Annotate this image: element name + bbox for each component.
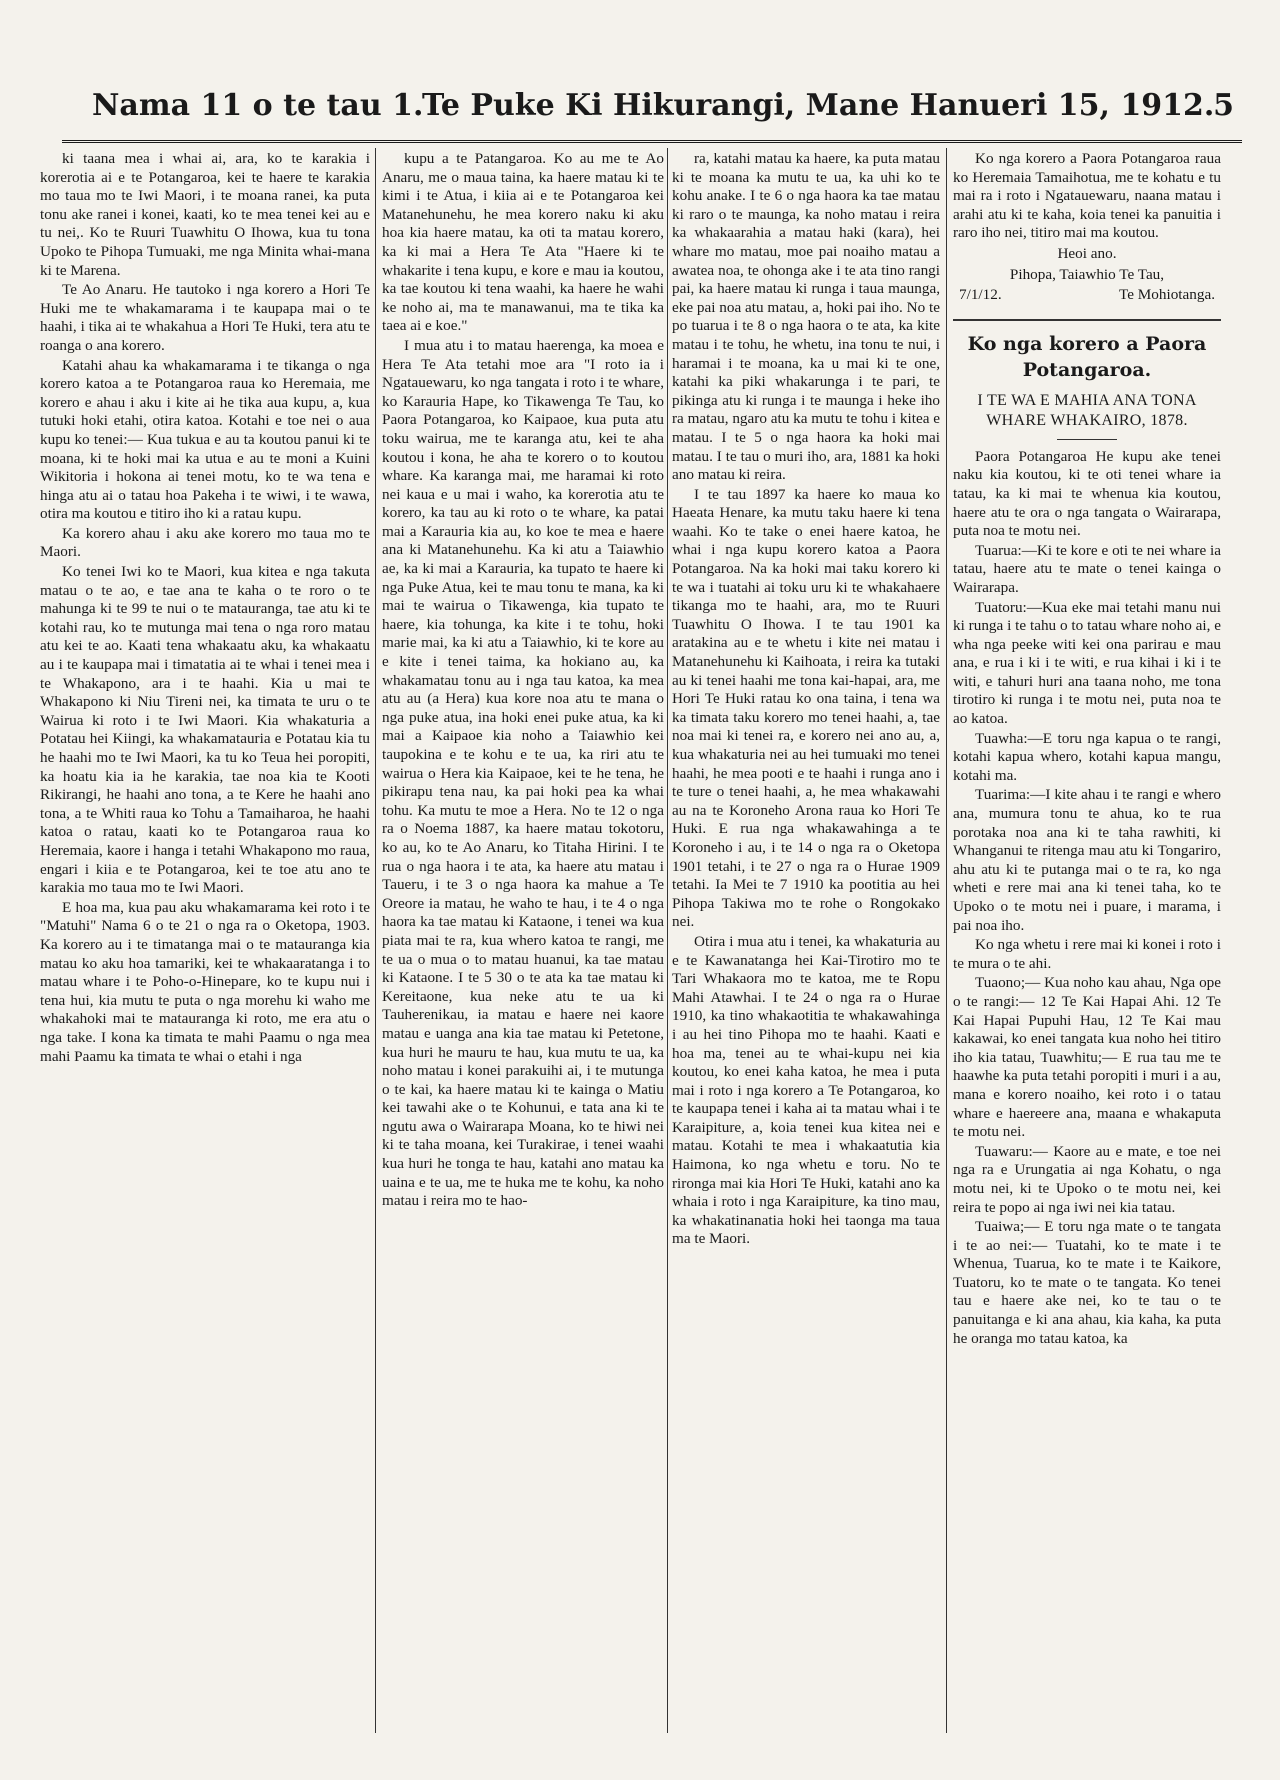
paragraph: I mua atu i to matau haerenga, ka moea e Hera Te Ata tetahi moe ara "I roto ia i Ngatauewaru, ko nga tangata i roto i te whare, ko Karauria Hape, ko Tikawenga Te Tau, ko Paora Potangaroa, ko Kaipaoe, kua puta atu toku wairua, me te karanga atu, kei te aha koutou i kona, he aha te korero o to koutou whare. Ka karanga mai, me haramai ki roto nei kaua e u mai i waho, ka korerotia atu te korero, ka tau au ki roto o te whare, ka patai mai a Karauria kia au, ko koe te mea e haere ana ki Matanehunehu. Ka ki atu a Taiawhio ae, ka ki mai a Karauria, ka tupato te haere ki nga Puke Atua, kei te mau tonu te mana, ka ki mai te wairua o Tikawenga, kia tupato te haere, kia tohunga, ka kite i te tohu, hoki marie mai, ka ki atu a Taiawhio, ki te kore au e kite i tenei taima, ka hokiano au, ka whakamatau tonu au i nga tau katoa, ka mea atu au (a Hera) kua kore noa atu te mana o nga puke atua, ina hoki enei puke atua, ka ki mai a Kaipaoe kia noho a Taiawhio kei taupokina e te kohu e te ua, ka riri atu te wairua o Hera kia Kaipaoe, kei te he tena, he pikirapu tena nau, ka pai hoki pea ka whai tohu. Ka mutu te moe a Hera. No te 12 o nga ra o Noema 1887, ka haere matau tokotoru, ko au, ko te Ao Anaru, ko Titaha Hirini. I te rua o nga haora i te ata, ka haere atu matau i Taueru, i te 3 o nga haora ka mahue a Te Oreore ia matau, he waho te hau, i te 4 o nga haora ka tae matau ki Kataone, i tenei wa kua piata mai te ra, kua whero katoa te rangi, me te ua o mua o to matau huanui, ka tae matau ki Kataone. I te 5 30 o te ata ka tae matau ki Kereitaone, kua neke atu te ua ki Tauherenikau, ia matau e haere nei kaore matau e uanga ana kia tae matau ki Petetone, kua huri he mauru te hau, kua mutu te ua, ka noho matau i konei parakuihi ai, i te mutunga o te kai, ka haere matau ki te kainga o Matiu kei tawahi ake o te Kohunui, e tata ana ki te ngutu awa o Wairarapa Moana, ko te hiwi nei ki te taha moana, kei Turakirae, i tenei waahi kua huri he tonga te hau, katahi ano matau ka uaina e te ua, me te huka me te kohu, ka noho matau i reira mo te hao- bbox=[382, 336, 664, 1210]
paragraph: ra, katahi matau ka haere, ka puta matau ki te moana ka mutu te ua, ka uhi ko te kohu anake. I te 6 o nga haora ka tae matau ki raro o te maunga, ka noho matau i reira ka whakaarahia a matau haki (kara), hei whare mo matau, moe pai noaiho matau a awatea noa, te ohonga ake i te ata tino rangi pai, ka haere matau ki runga i taua maunga, eke pai noa atu matau, a, hoki pai iho. No te po tuarua i te 8 o nga haora o te ata, ka kite matau i te tohu, he whetu, ina tonu te nui, i haramai i te moana, ka u mai ki te one, katahi ka piki whakarunga i te pari, te pikinga atu ki runga i te maunga i heke iho ra matau, ngaro atu ka mutu te tohu i kitea e matau. I te 5 o nga haora ka hoki mai matau. I te tau o muri iho, ara, 1881 ka hoki ano matau ki reira. bbox=[672, 150, 940, 484]
paragraph: I te tau 1897 ka haere ko maua ko Haeata Henare, ka mutu taku haere ki tena waahi. Ko te take o enei haere katoa, he whai i nga kupu korero katoa a Paora Potangaroa. Na ka hoki mai taku korero ki te wa i tuatahi ai toku uru ki te whakahaere tikanga mo te haahi, ara, mo te Ruuri Tuawhitu O Ihowa. I te tau 1901 ka aratakina au e te whetu i kite nei matau i Matanehunehu ki Kaihoata, i reira ka tutaki au ki tenei haahi me tona kai-hapai, ara, me Hori Te Huki ratau ko ona taina, i tena wa ka timata taku korero mo tenei haahi, a, tae noa mai ki tenei ra, e korero nei ano au, a, kua whakaturia nei au hei tumuaki mo tenei haahi, he mea pooti e te haahi i runga ano i te ture o tenei haahi, a, he mea whakawahi au na te Koroneho Arona raua ko Hori Te Huki. E rua nga whakawahinga a te Koroneho i au, i te 14 o nga ra o Oketopa 1901 tetahi, i te 27 o nga ra o Hurae 1909 tetahi. Ia Mei te 7 1910 ka pootitia au hei Pihopa Takiwa mo te rohe o Rongokako nei. bbox=[672, 485, 940, 931]
paragraph: Tuatoru:—Kua eke mai tetahi manu nui ki runga i te tahu o to tatau whare noho ai, e wha nga peeke witi kei ona parirau e mau ana, e rua i ki i te witi, e rua kihai i ki i te witi, e tahuri huri ana taana noho, me tona tirotiro ki runga i te motu nei, puta noa te ao katoa. bbox=[953, 598, 1221, 728]
page-number: 5 bbox=[1213, 88, 1234, 123]
masthead bbox=[62, 82, 1242, 143]
intro-paragraph: Ko nga korero a Paora Potangaroa raua ko Heremaia Tamaihotua, me te kohatu e tu mai ra i roto i Ngatauewaru, naana matau i arahi atu ki te kaha, koia tenei ka panuitia i raro iho nei, titiro mai ma koutou. bbox=[953, 150, 1221, 242]
issue-number: Nama 11 o te tau 1. bbox=[92, 88, 424, 123]
paper-title-date: Te Puke Ki Hikurangi, Mane Hanueri 15, 1912. bbox=[422, 88, 1215, 123]
paragraph: kupu a te Patangaroa. Ko au me te Ao Anaru, me o maua taina, ka haere matau ki te kimi i te Atua, i kiia ai e te Potangaroa kei Matanehunehu, he mea korero naku ki aku hoa kia haere matau, ka oti ta matau korero, ka ki mai a Hera Te Ata "Haere ki te whakarite i tena kupu, e kore e mau ia koutou, ka tae koutou ki tena waahi, ka haere he wahi ke noho ai, ma te manawanui, ma te tika ka taea ai e koe." bbox=[382, 150, 664, 335]
paragraph: Tuaiwa;— E toru nga mate o te tangata i te ao nei:— Tuatahi, ko te mate i te Whenua, Tuarua, ko te mate i te Kaikore, Tuatoru, ko te mate o te tangata. Ko tenei tau e haere ake nei, ko te tau o te panuitanga e ki ana ahau, kia kaha, ka puta he oranga mo tatau katoa, ka bbox=[953, 1218, 1221, 1347]
heading-divider bbox=[1057, 439, 1117, 440]
paragraph: Te Ao Anaru. He tautoko i nga korero a Hori Te Huki me te whakamarama i te kaupapa mai o te haahi, i tika ai te whakahua a Hori Te Huki, tera atu te roanga o ana korero. bbox=[40, 281, 370, 354]
paragraph: Tuarima:—I kite ahau i te rangi e whero ana, mumura tonu te ahua, ko te rua porotaka noa ana ki te taha rawhiti, ki Whanganui te ritenga mau atu ki Tongariro, ahu atu ki te putanga mai o te ra, ko nga wheti e rere mai ana ki tenei taha, ko te Upoko o te motu nei i puare, i marama, i pai noa iho. bbox=[953, 786, 1221, 934]
paragraph: Ko nga whetu i rere mai ki konei i roto i te mura o te ahi. bbox=[953, 936, 1221, 972]
column-4 bbox=[953, 150, 1221, 1740]
paragraph: E hoa ma, kua pau aku whakamarama kei roto i te "Matuhi" Nama 6 o te 21 o nga ra o Oketopa, 1903. Ka korero au i te timatanga mai o te matauranga kia matau ko aku hoa tamariki, kei te whakaaratanga i to matau whare i te Poho-o-Hinepare, ko te kupu nui i tena hui, kia mutu te puta o nga morehu ki waho me whakahoki mai te matauranga ki roto, me era atu o nga take. I kona ka timata te mahi Paamu o nga mea mahi Paamu ka timata te whai o etahi i nga bbox=[40, 898, 370, 1065]
signoff-place: Te Mohiotanga. bbox=[1119, 286, 1215, 304]
paragraph: Tuarua:—Ki te kore e oti te nei whare ia tatau, haere atu te mate o tenei kainga o Wairarapa. bbox=[953, 541, 1221, 596]
column-3 bbox=[672, 150, 940, 1740]
signoff-footer bbox=[953, 286, 1221, 305]
column-divider bbox=[946, 148, 947, 1733]
paragraph: Paora Potangaroa He kupu ake tenei naku kia koutou, ki te oti tenei whare ia tatau, ka ki mai te whenua kia koutou, haere atu te ora o nga tangata o Wairarapa, puta noa te motu nei. bbox=[953, 447, 1221, 540]
column-divider bbox=[667, 148, 668, 1733]
paragraph: Katahi ahau ka whakamarama i te tikanga o nga korero katoa a te Potangaroa raua ko Heremaia, me korero e ahau i aku i kite ai he tika aua kupu, a, kua tutuki hoki etahi, otira katoa. Kotahi e toe nei o aua kupu ko tenei:— Kua tukua e au ta koutou panui ki te moana, ki te hoki mai ka utua e au te moni a Kuini Wikitoria i hokona ai tenei motu, ko te wa tena e hinga atu ai o tatau hoa Pakeha i te wiwi, i te wawa, otira ma koutou e titiro iho ki a ratau kupu. bbox=[40, 356, 370, 523]
paragraph: Ka korero ahau i aku ake korero mo taua mo te Maori. bbox=[40, 524, 370, 561]
article-heading: Ko nga korero a Paora Potangaroa. bbox=[953, 319, 1221, 383]
paragraph: Otira i mua atu i tenei, ka whakaturia au e te Kawanatanga hei Kai-Tirotiro mo te Tari Whakaora mo te katoa, me te Ropu Mahi Atawhai. I te 24 o nga ra o Hurae 1910, ka tino whakaotitia te whakawahinga i au hei tino Pihopa mo te haahi. Kaati e hoa ma, tenei au te whai-kupu nei kia koutou, ko enei kaha katoa, he mea i puta mai i roto i nga korero a Te Potangaroa, ko te kaupapa tenei i kaha ai ta matau whai i te Karaipiture, a, koia tenei kua kitea nei e matau. Kotahi te mea i whakaatutia kia Haimona, ko nga whetu e toru. No te rironga mai kia Hori Te Huki, katahi ano ka whaia i roto i nga Karaipiture, ka tino mau, ka whakatinanatia hoki hei taonga ma taua ma te Maori. bbox=[672, 932, 940, 1248]
column-1 bbox=[40, 150, 370, 1740]
signoff-closing: Heoi ano. bbox=[1057, 244, 1117, 262]
paragraph: Ko tenei Iwi ko te Maori, kua kitea e nga takuta matau o te ao, e tae ana te kaha o te roro o te mahunga ki te 99 te nui o te matauranga, tae atu ki te kotahi rau, ko te mutunga mai tena o nga roro matau atu kei te ao. Kaati tena whakaatu aku, ka whakaatu au i te kaupapa mai i timatatia ai te whai i tenei mea i te Whakapono, ara i te haahi. Kia u mai te Whakapono ki Niu Tireni nei, ka timata te uru o te Wairua ki roto i te Iwi Maori. Kia whakaturia a Potatau hei Kiingi, ka whakamatauria e Potatau kia tu he haahi mo te Iwi Maori, ka tu ko Teua hei poropiti, ka hoatu kia ia he karakia, tae noa kia te Kooti Rikirangi, he haahi ano tona, a te Kere he haahi ano tona, a te Whiti raua ko Tohu a Tamaiharoa, he haahi katoa o ratau, kaati ko te Potangaroa raua ko Heremaia, kaore i hanga i tetahi Whakapono mo raua, engari i kiia e te Potangaroa, kei te toe atu ano te karakia mo taua mo te Iwi Maori. bbox=[40, 563, 370, 897]
signoff-date: 7/1/12. bbox=[959, 286, 1002, 304]
paragraph: Tuawaru:— Kaore au e mate, e toe nei nga ra e Urungatia ai nga Kohatu, o nga motu nei, ki te Upoko o te motu nei, kei reira te popo ai nga iwi nei kia tatau. bbox=[953, 1142, 1221, 1216]
signoff-author: Pihopa, Taiawhio Te Tau, bbox=[1009, 265, 1165, 283]
column-divider bbox=[375, 148, 376, 1733]
paragraph: Tuawha:—E toru nga kapua o te rangi, kotahi kapua whero, kotahi kapua mangu, kotahi ma. bbox=[953, 729, 1221, 784]
article-subheading: I TE WA E MAHIA ANA TONA WHARE WHAKAIRO, 1878. bbox=[977, 391, 1197, 429]
paragraph: ki taana mea i whai ai, ara, ko te karakia i korerotia ai e te Potangaroa, kei te haere te karakia mo taua mo te Iwi Maori, i te moana ranei, ka puta tonu ake ranei i konei, kaati, ko te mea tenei kei au e tu nei,. Ko te Ruuri Tuawhitu O Ihowa, kua tu tona Upoko te Pihopa Tumuaki, me nga Minita whai-mana ki te Marena. bbox=[40, 150, 370, 279]
column-2 bbox=[382, 150, 664, 1740]
paragraph: Tuaono;— Kua noho kau ahau, Nga ope o te rangi:— 12 Te Kai Hapai Ahi. 12 Te Kai Hapai Pupuhi Hau, 12 Te Kai mau kakawai, ko enei tangata kua noho hei titiro iho kia tatau, Tuawhitu;— E rua tau me te haawhe ka puta tetahi poropiti i muri i a au, mana e korero noaiho, kei roto i o tatau whare e haereere ana, maana e whakaputa te motu nei. bbox=[953, 974, 1221, 1141]
